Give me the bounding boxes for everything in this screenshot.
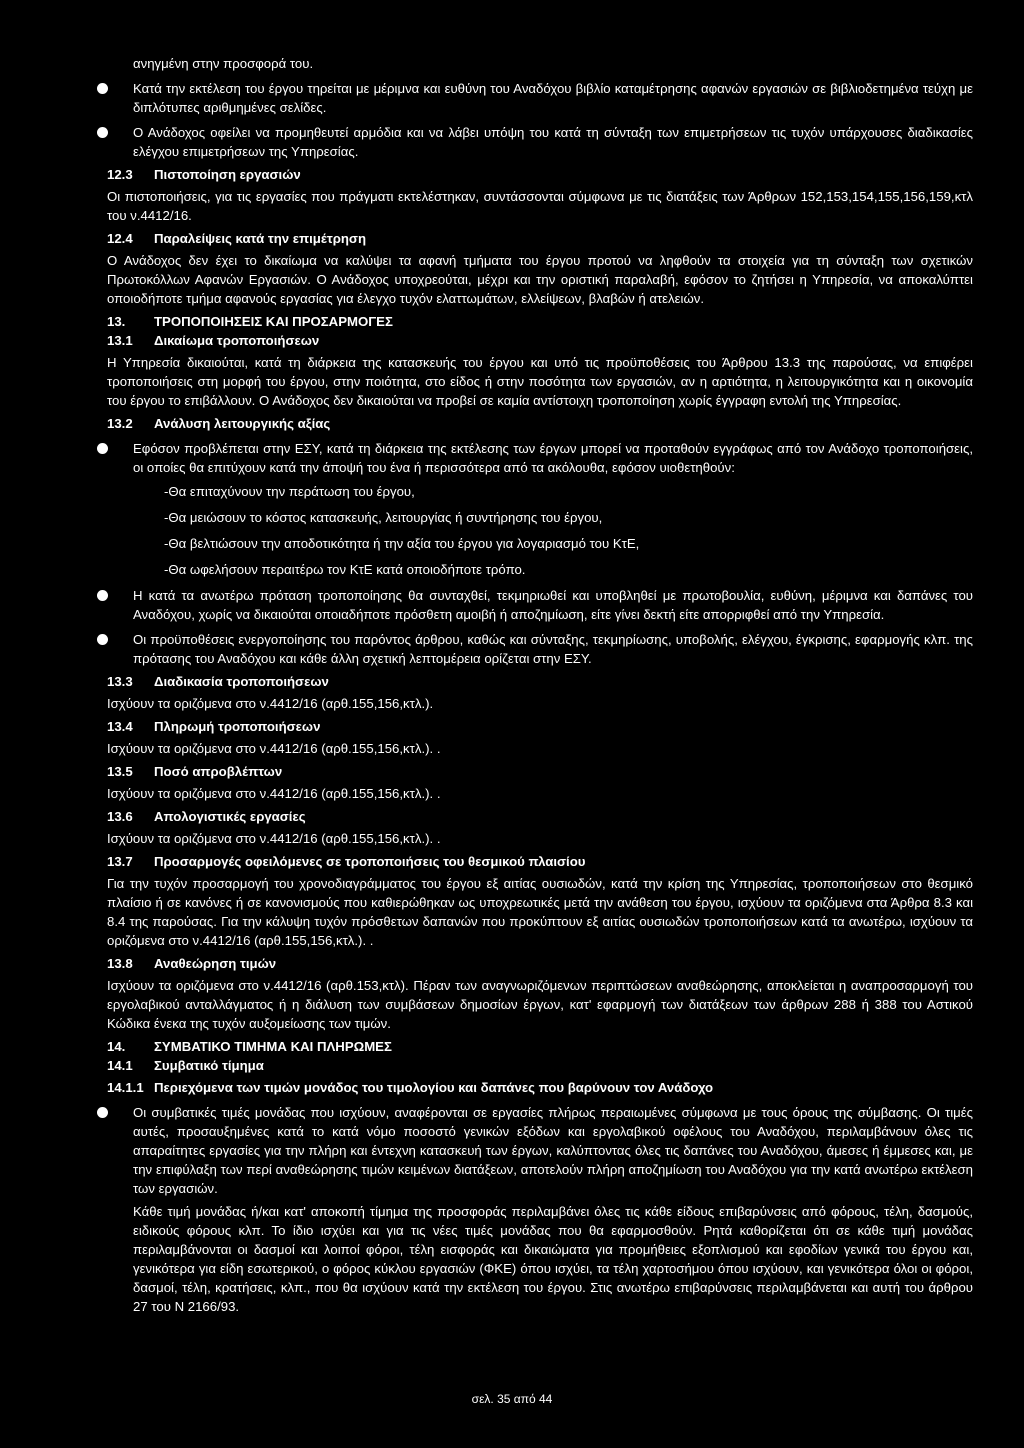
section-number: 14.1 — [107, 1058, 133, 1073]
section-heading-14 — [107, 1037, 973, 1056]
section-number: 14.1.1 — [107, 1080, 144, 1095]
section-number: 13.2 — [107, 416, 133, 431]
bullet-text: Κατά την εκτέλεση του έργου τηρείται με μέριμνα και ευθύνη του Αναδόχου βιβλίο καταμέτρησης αφανών εργασιών σε βιβλιοδετημένα τεύχη με διπλότυπες αριθμημένες σελίδες. — [133, 81, 973, 115]
bullet-item — [107, 79, 973, 117]
section-title: Αναθεώρηση τιμών — [154, 956, 277, 971]
section-title: Πιστοποίηση εργασιών — [154, 167, 301, 182]
paragraph: Οι πιστοποιήσεις, για τις εργασίες που πράγματι εκτελέστηκαν, συντάσσονται σύμφωνα με τις διατάξεις των Άρθρων 152,153,154,155,156,159,κτλ του ν.4412/16. — [107, 189, 973, 223]
section-title: Προσαρμογές οφειλόμενες σε τροποποιήσεις του θεσμικού πλαισίου — [154, 854, 586, 869]
bullet-text: Οι προϋποθέσεις ενεργοποίησης του παρόντος άρθρου, καθώς και σύνταξης, τεκμηρίωσης, υποβολής, ελέγχου, έγκρισης, εφαρμογής κλπ. της πρότασης του Αναδόχου και κάθε άλλη σχετική λεπτομέρεια ορίζεται στην ΕΣΥ. — [133, 632, 973, 666]
section-heading-13-2 — [107, 414, 973, 433]
paragraph: Για την τυχόν προσαρμογή του χρονοδιαγράμματος του έργου εξ αιτίας ουσιωδών, κατά την κρίση της Υπηρεσίας, τροποποιήσεων στο θεσμικό πλαίσιο ή σε κανόνες ή σε κανονισμούς που καθιερώθηκαν ως υποχρεωτικές μετά την ανάθεση του έργου, ισχύουν τα οριζόμενα στα Άρθρα 8.3 και 8.4 της παρούσας. Για την κάλυψη τυχόν πρόσθετων δαπανών που προκύπτουν εξ αιτίας ουσιωδών τροποποιήσεων κατά τα ανωτέρω, ισχύουν τα οριζόμενα στο ν.4412/16 (αρθ.155,156,κτλ.). . — [107, 876, 973, 948]
section-title: Παραλείψεις κατά την επιμέτρηση — [154, 231, 366, 246]
paragraph: Ισχύουν τα οριζόμενα στο ν.4412/16 (αρθ.155,156,κτλ.). . — [107, 831, 441, 846]
section-number: 14. — [107, 1039, 126, 1054]
bullet-item — [107, 123, 973, 161]
section-title: Ποσό απροβλέπτων — [154, 764, 283, 779]
sub-list — [107, 482, 973, 579]
section-number: 13.4 — [107, 719, 133, 734]
section-title: Πληρωμή τροποποιήσεων — [154, 719, 321, 734]
bullet-item — [107, 1103, 973, 1198]
section-heading-13-5 — [107, 762, 973, 781]
paragraph-continuation: ανηγμένη στην προσφορά του. — [133, 56, 314, 71]
section-number: 13.6 — [107, 809, 133, 824]
bullet-text: Η κατά τα ανωτέρω πρόταση τροποποίησης θα συνταχθεί, τεκμηριωθεί και υποβληθεί με πρωτοβουλία, ευθύνη, μέριμνα και δαπάνες του Αναδόχου, χωρίς να δικαιούται οποιαδήποτε πρόσθετη αμοιβή ή αποζημίωση, είτε γίνει δεκτή είτε απορριφθεί από την Υπηρεσία. — [133, 588, 973, 622]
bullet-item — [107, 630, 973, 668]
section-number: 12.4 — [107, 231, 133, 246]
bullet-icon — [97, 1107, 108, 1118]
section-heading-13 — [107, 312, 973, 331]
section-heading-14-1 — [107, 1056, 973, 1075]
section-title: Απολογιστικές εργασίες — [154, 809, 306, 824]
paragraph: Κάθε τιμή μονάδας ή/και κατ' αποκοπή τίμημα της προσφοράς περιλαμβάνει όλες τις κάθε είδους επιβαρύνσεις από φόρους, τέλη, δασμούς, ειδικούς φόρους κλπ. Το ίδιο ισχύει και για τις νέες τιμές μονάδας που θα εφαρμοσθούν. Ρητά καθορίζεται ότι σε κάθε τιμή μονάδας περιλαμβάνονται οι δασμοί και λοιποί φόροι, τέλη εισφοράς και δικαιώματα για προμήθειες εξοπλισμού και εφοδίων γενικά του έργου και, γενικότερα για είδη εσωτερικού, ο φόρος κύκλου εργασιών (ΦΚΕ) όπου ισχύει, τα τέλη χαρτοσήμου όπου ισχύουν, και γενικότερα όλοι οι φόροι, δασμοί, τέλη, κρατήσεις, κλπ., που θα ισχύουν κατά την εκτέλεση του έργου. Στις ανωτέρω επιβαρύνσεις περιλαμβάνεται και αυτή του άρθρου 27 του Ν 2166/93. — [133, 1204, 973, 1314]
section-title: Περιεχόμενα των τιμών μονάδος του τιμολογίου και δαπάνες που βαρύνουν τον Ανάδοχο — [154, 1080, 714, 1095]
section-number: 13.8 — [107, 956, 133, 971]
section-heading-13-7 — [107, 852, 973, 871]
section-heading-13-8 — [107, 954, 973, 973]
page-footer: σελ. 35 από 44 — [471, 1392, 553, 1406]
section-heading-14-1-1 — [107, 1078, 973, 1097]
section-title: Διαδικασία τροποποιήσεων — [154, 674, 329, 689]
bullet-icon — [97, 127, 108, 138]
section-heading-13-1 — [107, 331, 973, 350]
section-heading-13-4 — [107, 717, 973, 736]
section-title: Συμβατικό τίμημα — [154, 1058, 264, 1073]
paragraph: Ισχύουν τα οριζόμενα στο ν.4412/16 (αρθ.155,156,κτλ.). . — [107, 786, 441, 801]
section-number: 13. — [107, 314, 126, 329]
bullet-item — [107, 439, 973, 477]
bullet-text: Ο Ανάδοχος οφείλει να προμηθευτεί αρμόδια και να λάβει υπόψη του κατά τη σύνταξη των επιμετρήσεων τις τυχόν υπάρχουσες διαδικασίες ελέγχου επιμετρήσεων της Υπηρεσίας. — [133, 125, 973, 159]
section-heading-13-3 — [107, 672, 973, 691]
bullet-icon — [97, 634, 108, 645]
bullet-icon — [97, 590, 108, 601]
section-number: 13.7 — [107, 854, 133, 869]
section-number: 13.3 — [107, 674, 133, 689]
section-number: 13.5 — [107, 764, 133, 779]
bullet-icon — [97, 83, 108, 94]
paragraph: Ισχύουν τα οριζόμενα στο ν.4412/16 (αρθ.155,156,κτλ.). . — [107, 741, 441, 756]
section-heading-12-4 — [107, 229, 973, 248]
section-heading-13-6 — [107, 807, 973, 826]
sub-list-item: -Θα ωφελήσουν περαιτέρω τον ΚτΕ κατά οποιοδήποτε τρόπο. — [164, 562, 526, 577]
sub-list-item: -Θα επιταχύνουν την περάτωση του έργου, — [164, 484, 415, 499]
section-title: Δικαίωμα τροποποιήσεων — [154, 333, 320, 348]
sub-list-item: -Θα μειώσουν το κόστος κατασκευής, λειτουργίας ή συντήρησης του έργου, — [164, 510, 603, 525]
section-number: 13.1 — [107, 333, 133, 348]
bullet-text: Οι συμβατικές τιμές μονάδας που ισχύουν, αναφέρονται σε εργασίες πλήρως περαιωμένες σύμφωνα με τους όρους της σύμβασης. Οι τιμές αυτές, προσαυξημένες κατά το κατά νόμο ποσοστό γενικών εξόδων και εργολαβικού οφέλους του Αναδόχου, περιλαμβάνουν όλες τις απαραίτητες εργασίες για την πλήρη και έντεχνη κατασκευή των έργων, καλύπτοντας όλες τις δαπάνες του Αναδόχου, άμεσες ή έμμεσες και, με την επιφύλαξη των περί αναθεώρησης τιμών κειμένων διατάξεων, αποτελούν πλήρη αποζημίωση του Αναδόχου για την κατά ανωτέρω εκτέλεση των εργασιών. — [133, 1105, 973, 1196]
paragraph: Ισχύουν τα οριζόμενα στο ν.4412/16 (αρθ.155,156,κτλ.). — [107, 696, 434, 711]
bullet-icon — [97, 443, 108, 454]
section-title: ΣΥΜΒΑΤΙΚΟ ΤΙΜΗΜΑ ΚΑΙ ΠΛΗΡΩΜΕΣ — [154, 1039, 392, 1054]
paragraph: Η Υπηρεσία δικαιούται, κατά τη διάρκεια της κατασκευής του έργου και υπό τις προϋποθέσεις του Άρθρου 13.3 της παρούσας, να επιφέρει τροποποιήσεις στη μορφή του έργου, στην ποιότητα, στο είδος ή στην ποσότητα των εργασιών, αν η αρτιότητα, η λειτουργικότητα και η οικονομία του έργου το επιβάλλουν. Ο Ανάδοχος δεν δικαιούται να προβεί σε καμία αντίστοιχη τροποποίηση χωρίς έγγραφη εντολή της Υπηρεσίας. — [107, 355, 973, 408]
sub-list-item: -Θα βελτιώσουν την αποδοτικότητα ή την αξία του έργου για λογαριασμό του ΚτΕ, — [164, 536, 640, 551]
paragraph: Ισχύουν τα οριζόμενα στο ν.4412/16 (αρθ.153,κτλ). Πέραν των αναγνωριζόμενων περιπτώσεων αναθεώρησης, αποκλείεται η αναπροσαρμογή του εργολαβικού ανταλλάγματος ή η διάλυση των συμβάσεων δημοσίων έργων, κατ' εφαρμογή των διατάξεων των άρθρων 288 ή 388 του Αστικού Κώδικα ένεκα της τυχόν αυξομείωσης των τιμών. — [107, 978, 973, 1031]
section-number: 12.3 — [107, 167, 133, 182]
bullet-item — [107, 586, 973, 624]
paragraph: Ο Ανάδοχος δεν έχει το δικαίωμα να καλύψει τα αφανή τμήματα του έργου προτού να ληφθούν τα στοιχεία για τη σύνταξη των σχετικών Πρωτοκόλλων Αφανών Εργασιών. Ο Ανάδοχος υποχρεούται, μέχρι και την οριστική παραλαβή, εφόσον το ζητήσει η Υπηρεσία, να αποκαλύπτει οποιοδήποτε τμήμα αφανούς εργασίας για έλεγχο τυχόν ελαττωμάτων, ελλείψεων, βλαβών ή ατελειών. — [107, 253, 973, 306]
bullet-text: Εφόσον προβλέπεται στην ΕΣΥ, κατά τη διάρκεια της εκτέλεσης των έργων μπορεί να προταθούν εγγράφως από τον Ανάδοχο τροποποιήσεις, οι οποίες θα επιτύχουν κατά την άποψή του ένα ή περισσότερα από τα ακόλουθα, εφόσον υιοθετηθούν: — [133, 441, 973, 475]
section-title: ΤΡΟΠΟΠΟΙΗΣΕΙΣ ΚΑΙ ΠΡΟΣΑΡΜΟΓΕΣ — [154, 314, 393, 329]
document-page — [107, 54, 973, 1316]
section-heading-12-3 — [107, 165, 973, 184]
section-title: Ανάλυση λειτουργικής αξίας — [154, 416, 331, 431]
